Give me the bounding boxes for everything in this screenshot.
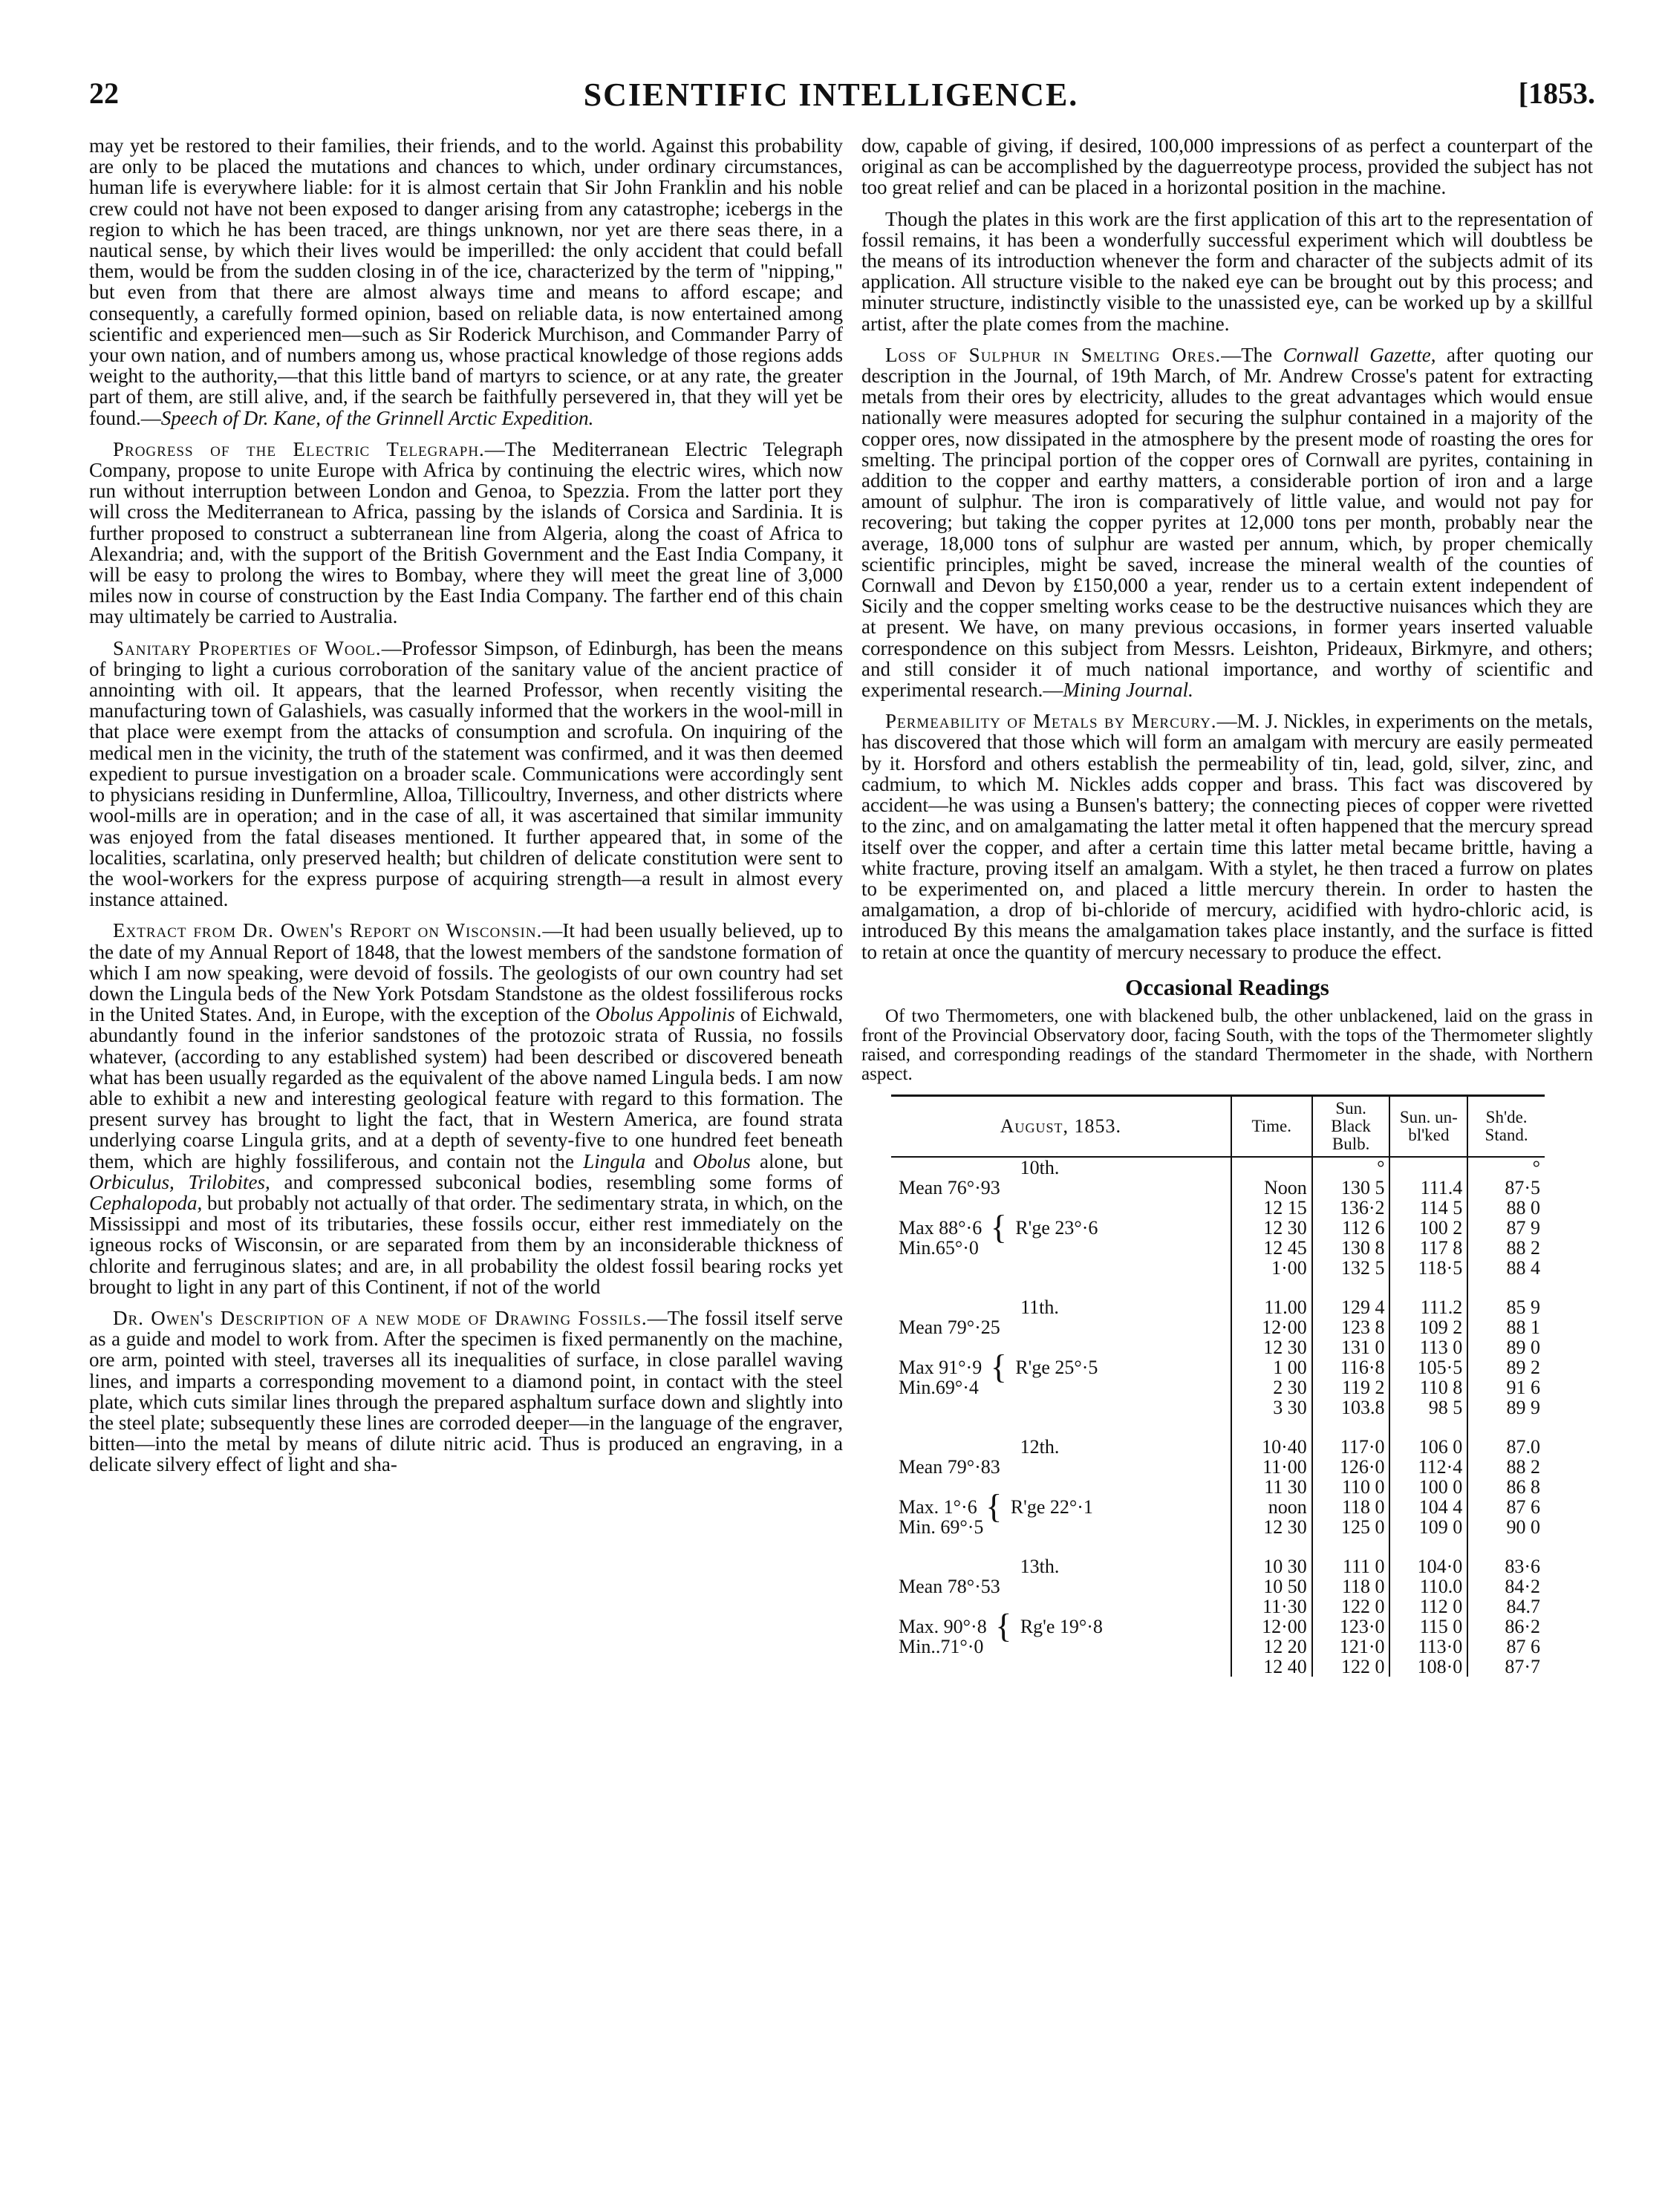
shade-cell: 87 6 [1467,1497,1545,1517]
sun-black-cell: 123·0 [1312,1616,1390,1637]
mean-value: Mean 78°·53 [899,1575,1000,1597]
time-cell: 12·00 [1231,1616,1312,1637]
brace-glyph: { [982,1207,1016,1246]
spacer-cell [891,1278,1231,1297]
owen-drawing-text: —The fossil itself serve as a guide and model to work from. After the specimen is fixed permanently on the machine, ore arm, pointed with steel, traverses all its inequalities of surface, in close parallel waving lines, and imparts a corresponding movement to a diamond point, in contact with the steel plate, which cuts similar lines through the prepared asphaltum surface down and slightly into the steel plate; subsequently these lines are corroded deeper—in the language of the engraver, bitten—into the metal by means of dilute nitric acid. Thus is produced an engraving, in a delicate silvery effect of light and sha- [89,1306,843,1476]
date-cell [891,1657,1231,1677]
shade-cell: 86·2 [1467,1616,1545,1637]
shade-cell: 89 2 [1467,1357,1545,1377]
sun-unblack-cell: 108·0 [1389,1657,1467,1677]
spacer-cell [891,1417,1231,1437]
time-cell: 12 45 [1231,1238,1312,1258]
telegraph-text: —The Mediterranean Electric Telegraph Company, propose to unite Europe with Africa by continuing the electric wires, which now run without interruption between London and Genoa, to Spezzia. From the latter port they will cross the Mediterranean to Africa, passing by the islands of Corsica and Sardinia. It is further proposed to construct a subterranean line from Algeria, along the coast of Africa to Alexandria; and, with the support of the British Government and the East India Company, it will be easy to prolong the wires to Bombay, where they will meet the great line of 3,000 miles now in course of construction by the East India Company. The farther end of this chain may ultimately be carried to Australia. [89,437,843,628]
sun-unblack-cell: 112·4 [1389,1457,1467,1477]
table-row [891,1258,1545,1278]
owen-report-italic: Cephalopoda, [89,1191,203,1214]
min-value: Min..71°·0 [899,1635,984,1657]
spacer-cell [1389,1537,1467,1556]
franklin-paragraph [89,135,843,428]
time-cell: 10 30 [1231,1556,1312,1576]
wool-heading: Sanitary Properties of Wool. [113,636,382,659]
date-cell [891,1457,1231,1477]
owen-report-article [89,920,843,1297]
sun-black-cell: 111 0 [1312,1556,1390,1576]
time-cell [1231,1157,1312,1178]
mean-value: Mean 79°·83 [899,1455,1000,1478]
spacer-cell [1312,1278,1390,1297]
shade-cell: 87 6 [1467,1637,1545,1657]
sun-unblack-cell: 110.0 [1389,1576,1467,1596]
sun-black-cell: 112 6 [1312,1218,1390,1238]
sun-black-cell: ° [1312,1157,1390,1178]
sun-unblack-cell: 98 5 [1389,1397,1467,1417]
spacer-cell [1231,1278,1312,1297]
date-cell [891,1207,1231,1246]
sun-unblack-cell: 104·0 [1389,1556,1467,1576]
spacer-row [891,1278,1545,1297]
header-sun-unblack: Sun. un-bl'ked [1389,1095,1467,1157]
owen-report-text: and compressed subconical bodies, resembling some forms of [270,1170,844,1193]
range-value: R'ge 23°·6 [1015,1216,1098,1239]
owen-drawing-article [89,1308,843,1475]
header-shade: Sh'de. Stand. [1467,1095,1545,1157]
time-cell: 12 15 [1231,1198,1312,1218]
wool-article [89,638,843,910]
shade-cell: 88 0 [1467,1198,1545,1218]
time-cell: 12·00 [1231,1317,1312,1337]
spacer-row [891,1417,1545,1437]
sun-black-cell: 123 8 [1312,1317,1390,1337]
sun-unblack-cell: 104 4 [1389,1497,1467,1517]
brace-glyph: { [977,1487,1011,1525]
sulphur-article [861,345,1593,700]
time-cell: 11.00 [1231,1297,1312,1317]
sun-black-cell: 131 0 [1312,1337,1390,1357]
table-row [891,1157,1545,1178]
sun-black-cell: 136·2 [1312,1198,1390,1218]
mercury-heading: Permeability of Metals by Mercury. [885,710,1217,733]
date-cell [891,1517,1231,1537]
readings-header-row [891,1095,1545,1157]
day-label: 13th. [1020,1555,1060,1577]
date-cell [891,1487,1231,1525]
mean-value: Mean 79°·25 [899,1316,1000,1338]
date-cell [891,1238,1231,1258]
date-cell [891,1576,1231,1596]
time-cell: 12 20 [1231,1637,1312,1657]
sun-black-cell: 122 0 [1312,1657,1390,1677]
table-row [891,1556,1545,1576]
time-cell: 10 50 [1231,1576,1312,1596]
time-cell: 11·30 [1231,1596,1312,1616]
header-date: August, 1853. [891,1095,1231,1157]
date-cell [891,1258,1231,1278]
page-year: [1853. [1518,76,1595,110]
spacer-cell [1467,1537,1545,1556]
shade-cell: ° [1467,1157,1545,1178]
sulphur-heading: Loss of Sulphur in Smelting Ores. [885,343,1222,366]
max-value: Max 88°·6 [899,1216,982,1239]
table-row [891,1397,1545,1417]
sun-black-cell: 126·0 [1312,1457,1390,1477]
table-row [891,1457,1545,1477]
min-value: Min. 69°·5 [899,1516,984,1538]
spacer-row [891,1537,1545,1556]
readings-intro: Of two Thermometers, one with blackened bulb, the other unblackened, laid on the grass in front of the Provincial Observatory door, facing South, with the tops of the Thermometer slightly raised, and corresponding readings of the standard Thermometer in the shade, with Northern aspect. [861,1005,1593,1084]
max-value: Max 91°·9 [899,1356,982,1378]
sun-black-cell: 122 0 [1312,1596,1390,1616]
date-cell [891,1317,1231,1337]
sun-black-cell: 116·8 [1312,1357,1390,1377]
range-value: R'ge 22°·1 [1010,1495,1093,1518]
owen-drawing-heading: Dr. Owen's Description of a new mode of Drawing Fossils. [113,1306,648,1329]
table-row [891,1497,1545,1517]
owen-report-italic: Obolus Appolinis [595,1003,735,1026]
shade-cell: 89 9 [1467,1397,1545,1417]
date-cell [891,1606,1231,1645]
day-label: 10th. [1020,1156,1060,1178]
time-cell: noon [1231,1497,1312,1517]
left-column [89,135,843,1486]
sun-unblack-cell [1389,1157,1467,1178]
sun-black-cell: 132 5 [1312,1258,1390,1278]
mercury-article [861,711,1593,962]
date-cell [891,1347,1231,1386]
time-cell: 11·00 [1231,1457,1312,1477]
mercury-text: —M. J. Nickles, in experiments on the metals, has discovered that those which will form an amalgam with mercury are easily permeated by it. Horsford and others establish the permeability of tin, lead, gold, silver, zinc, and cadmium, to which M. Nickles adds copper and brass. This fact was discovered by accident—he was using a Bunsen's battery; the connecting pieces of copper were rivetted to the zinc, and on amalgamating the latter metal it often happened that the mercury spread itself over the copper, and after a certain time this latter metal became brittle, having a white fracture, proving itself an amalgam. With a stylet, he then traced a furrow on plates to be experimented on, and placed a little mercury therein. In order to hasten the amalgamation, a drop of bi-chloride of mercury, acidified with hydro-chloric acid, is introduced By this means the amalgamation takes place instantly, and the surface is fitted to retain at once the quantity of mercury necessary to produce the effect. [861,710,1593,963]
page-number: 22 [89,76,119,110]
franklin-source: Speech of Dr. Kane, of the Grinnell Arctic Expedition. [160,406,594,429]
sun-unblack-cell: 109 0 [1389,1517,1467,1537]
sun-unblack-cell: 114 5 [1389,1198,1467,1218]
brace-glyph: { [986,1606,1020,1645]
date-cell [891,1337,1231,1357]
table-row [891,1317,1545,1337]
sun-unblack-cell: 100 2 [1389,1218,1467,1238]
header-sun-black: Sun. Black Bulb. [1312,1095,1390,1157]
header-time: Time. [1231,1095,1312,1157]
shade-cell: 85 9 [1467,1297,1545,1317]
shade-cell: 91 6 [1467,1377,1545,1397]
max-value: Max. 1°·6 [899,1495,977,1518]
drawing-plates-paragraph: Though the plates in this work are the first application of this art to the representation of fossil remains, it has been a wonderfully successful experiment which will doubtless be the means of its introduction whenever the form and character of the subjects admit of its application. All structure visible to the naked eye can be brought out by this process; and minuter structure, indistinctly visible to the unassisted eye, can be worked up by a skillful artist, after the plate comes from the machine. [861,207,1593,335]
time-cell: 12 40 [1231,1657,1312,1677]
spacer-cell [1231,1537,1312,1556]
owen-report-text: of Eichwald, abundantly found in the inferior sandstones of the protozoic strata of Russia, no fossils whatever, (according to any established system) had been described or discovered beneath what has been usually regarded as the equivalent of the above named Lingula beds. I am now able to exhibit a new and interesting geological feature with regard to this formation. The present survey has brought to light the fact, that in Western America, are found strata underlying coarse Lingula grits, and at a depth of seventy-five to one hundred feet beneath them, which are highly fossiliferous, and contain not the [89,1003,844,1172]
time-cell: 10·40 [1231,1437,1312,1457]
franklin-text: may yet be restored to their families, their friends, and to the world. Against this probability are only to be placed the mutations and chances to which, under ordinary circumstances, human life is everywhere liable: for it is almost certain that Sir John Franklin and his noble crew could not have not been exposed to danger arising from any catastrophe; icebergs in the region to which he has been traced, are things unknown, nor yet are there seas there, in a nautical sense, by which their lives would be imperilled: the only accident that could befall them, would be from the sudden closing in of the ice, characterized by the term of "nipping," but even from that there are almost always time and means to afford escape; and consequently, a carefully formed opinion, based on reliable data, is now entertained among scientific and experienced men—such as Sir Roderick Murchison, and Commander Parry of your own nation, and of numbers among us, whose practical knowledge of those regions adds weight to the authority,—that this little band of martyrs to science, or at any rate, the greater part of them, are still alive, and, if the search be faithfully persevered in, that they will yet be found.— [89,134,843,429]
spacer-cell [1312,1417,1390,1437]
date-cell [891,1297,1231,1317]
shade-cell: 90 0 [1467,1517,1545,1537]
sun-black-cell: 110 0 [1312,1477,1390,1497]
sun-unblack-cell: 100 0 [1389,1477,1467,1497]
shade-cell: 88 4 [1467,1258,1545,1278]
page-title: SCIENTIFIC INTELLIGENCE. [583,76,1079,113]
date-cell [891,1377,1231,1397]
sun-black-cell: 118 0 [1312,1497,1390,1517]
time-cell: 12 30 [1231,1517,1312,1537]
telegraph-heading: Progress of the Electric Telegraph. [113,437,485,460]
sun-black-cell: 129 4 [1312,1297,1390,1317]
sulphur-italic: Cornwall Gazette, [1283,343,1436,366]
range-value: R'ge 25°·5 [1015,1356,1098,1378]
sun-unblack-cell: 113 0 [1389,1337,1467,1357]
shade-cell: 86 8 [1467,1477,1545,1497]
date-cell [891,1157,1231,1178]
table-row [891,1357,1545,1377]
sun-unblack-cell: 106 0 [1389,1437,1467,1457]
range-value: Rg'e 19°·8 [1020,1615,1103,1637]
sun-unblack-cell: 115 0 [1389,1616,1467,1637]
shade-cell: 84·2 [1467,1576,1545,1596]
drawing-continued-paragraph: dow, capable of giving, if desired, 100,000 impressions of as perfect a counterpart of the original as can be accomplished by the daguerreotype process, provided the subject has not too great relief and can be placed in a horizontal position in the machine. [861,134,1593,199]
sun-unblack-cell: 110 8 [1389,1377,1467,1397]
time-cell: 2 30 [1231,1377,1312,1397]
sun-unblack-cell: 118·5 [1389,1258,1467,1278]
spacer-cell [1467,1278,1545,1297]
time-cell: 11 30 [1231,1477,1312,1497]
readings-body [891,1157,1545,1677]
right-column [861,135,1593,1677]
sun-black-cell: 103.8 [1312,1397,1390,1417]
day-label: 12th. [1020,1435,1060,1458]
table-row [891,1616,1545,1637]
date-cell [891,1477,1231,1497]
date-cell [891,1178,1231,1198]
table-row [891,1576,1545,1596]
shade-cell: 88 1 [1467,1317,1545,1337]
min-value: Min.65°·0 [899,1236,979,1259]
time-cell: 1 00 [1231,1357,1312,1377]
shade-cell: 89 0 [1467,1337,1545,1357]
spacer-cell [1231,1417,1312,1437]
date-cell [891,1596,1231,1616]
sulphur-text: after quoting our description in the Journal, of 19th March, of Mr. Andrew Crosse's patent for extracting metals from their ores by electricity, alludes to the great advantages which would ensue nationally were measures adopted for securing the sulphur contained in a majority of the copper ores, now dissipated in the atmosphere by the present mode of roasting the ores for smelting. The principal portion of the copper ores of Cornwall are pyrites, containing in addition to the copper and earthy matters, a considerable portion of iron and a large amount of sulphur. The iron is comparatively of little value, and would not pay for recovering; but taking the copper pyrites at 12,000 tons per month, probably near the average, 18,000 tons of sulphur are wasted per annum, which, by proper chemically scientific principles, might be saved, increase the mineral wealth of the counties of Cornwall and Devon by £150,000 a year, render us to a certain extent independent of Sicily and the copper smelting works cease to be the destructive nuisances which they are at present. We have, on many previous occasions, in former years inserted valuable correspondence on this subject from Messrs. Leishton, Prideaux, Birkmyre, and others; and still consider it of much national importance, and worthy of scientific and experimental research.— [861,343,1593,702]
time-cell: 3 30 [1231,1397,1312,1417]
owen-report-text: —It had been usually believed, up to the date of my Annual Report of 1848, that the lowest members of the sandstone formation of which I am now speaking, were devoid of fossils. The geologists of our own country had set down the Lingula beds of the New York Potsdam Standstone as the oldest fossiliferous rocks in the United States. And, in Europe, with the exception of the [89,919,843,1026]
time-cell: 12 30 [1231,1218,1312,1238]
time-cell: 12 30 [1231,1337,1312,1357]
brace-glyph: { [982,1347,1016,1386]
table-row [891,1437,1545,1457]
table-row [891,1657,1545,1677]
owen-report-italic: Orbiculus, Trilobites, [89,1170,270,1193]
owen-report-text: alone, but [750,1149,844,1172]
wool-text: —Professor Simpson, of Edinburgh, has been the means of bringing to light a curious corroboration of the sanitary value of the ancient practice of annointing with oil. It appears, that the learned Professor, when recently visiting the manufacturing town of Galashiels, was casually informed that the workers in the wool-mill in that place were exempt from the attacks of consumption and scrofula. On inquiring of the medical men in the vicinity, the truth of the statement was confirmed, and it was then deemed expedient to pursue investigation on a broader scale. Communications were accordingly sent to physicians residing in Dunfermline, Alloa, Tillicoultry, Inverness, and other districts where wool-mills are in operation; and in the case of all, it was ascertained that similar immunity was enjoyed from the fatal diseases mentioned. It further appeared that, in some of the localities, scarlatina, only preserved health; but children of delicate constitution were sent to the wool-workers for the express purpose of acquiring strength—a result in almost every instance attained. [89,636,843,911]
spacer-cell [1389,1417,1467,1437]
sun-black-cell: 119 2 [1312,1377,1390,1397]
readings-title: Occasional Readings [1125,973,1329,1000]
spacer-cell [1312,1537,1390,1556]
readings-table [891,1094,1545,1677]
sun-black-cell: 121·0 [1312,1637,1390,1657]
owen-report-italic: Obolus [692,1149,751,1172]
sun-unblack-cell: 105·5 [1389,1357,1467,1377]
shade-cell: 88 2 [1467,1457,1545,1477]
sulphur-text: —The [1221,343,1283,366]
shade-cell: 88 2 [1467,1238,1545,1258]
sulphur-source: Mining Journal. [1063,679,1193,702]
sun-black-cell: 130 5 [1312,1178,1390,1198]
date-cell [891,1556,1231,1576]
max-value: Max. 90°·8 [899,1615,987,1637]
table-row [891,1218,1545,1238]
shade-cell: 83·6 [1467,1556,1545,1576]
table-row [891,1178,1545,1198]
owen-report-text: but probably not actually of that order. The sedimentary strata, in which, on the Mississippi and most of its tributaries, these fossils occur, either rest immediately on the igneous rocks of Wisconsin, or are separated from them by an inconsiderable thickness of chlorite and ferruginous slates; and are, in all probability the oldest fossil bearing rocks yet brought to light in any part of this Continent, if not of the world [89,1191,843,1298]
day-label: 11th. [1020,1296,1059,1318]
spacer-cell [1467,1417,1545,1437]
table-row [891,1297,1545,1317]
sun-unblack-cell: 117 8 [1389,1238,1467,1258]
date-cell [891,1637,1231,1657]
time-cell: Noon [1231,1178,1312,1198]
shade-cell: 84.7 [1467,1596,1545,1616]
sun-black-cell: 130 8 [1312,1238,1390,1258]
sun-unblack-cell: 111.2 [1389,1297,1467,1317]
mean-value: Mean 76°·93 [899,1176,1000,1198]
telegraph-article [89,439,843,627]
time-cell: 1·00 [1231,1258,1312,1278]
sun-black-cell: 117·0 [1312,1437,1390,1457]
date-cell [891,1437,1231,1457]
min-value: Min.69°·4 [899,1376,979,1398]
shade-cell: 87·5 [1467,1178,1545,1198]
owen-report-text: and [645,1149,693,1172]
shade-cell: 87 9 [1467,1218,1545,1238]
shade-cell: 87·7 [1467,1657,1545,1677]
sun-unblack-cell: 111.4 [1389,1178,1467,1198]
spacer-cell [891,1537,1231,1556]
sun-unblack-cell: 113·0 [1389,1637,1467,1657]
date-cell [891,1198,1231,1218]
owen-report-italic: Lingula [583,1149,646,1172]
date-cell [891,1397,1231,1417]
sun-unblack-cell: 112 0 [1389,1596,1467,1616]
owen-report-heading: Extract from Dr. Owen's Report on Wisconsin. [113,919,543,942]
shade-cell: 87.0 [1467,1437,1545,1457]
sun-black-cell: 118 0 [1312,1576,1390,1596]
spacer-cell [1389,1278,1467,1297]
sun-black-cell: 125 0 [1312,1517,1390,1537]
sun-unblack-cell: 109 2 [1389,1317,1467,1337]
